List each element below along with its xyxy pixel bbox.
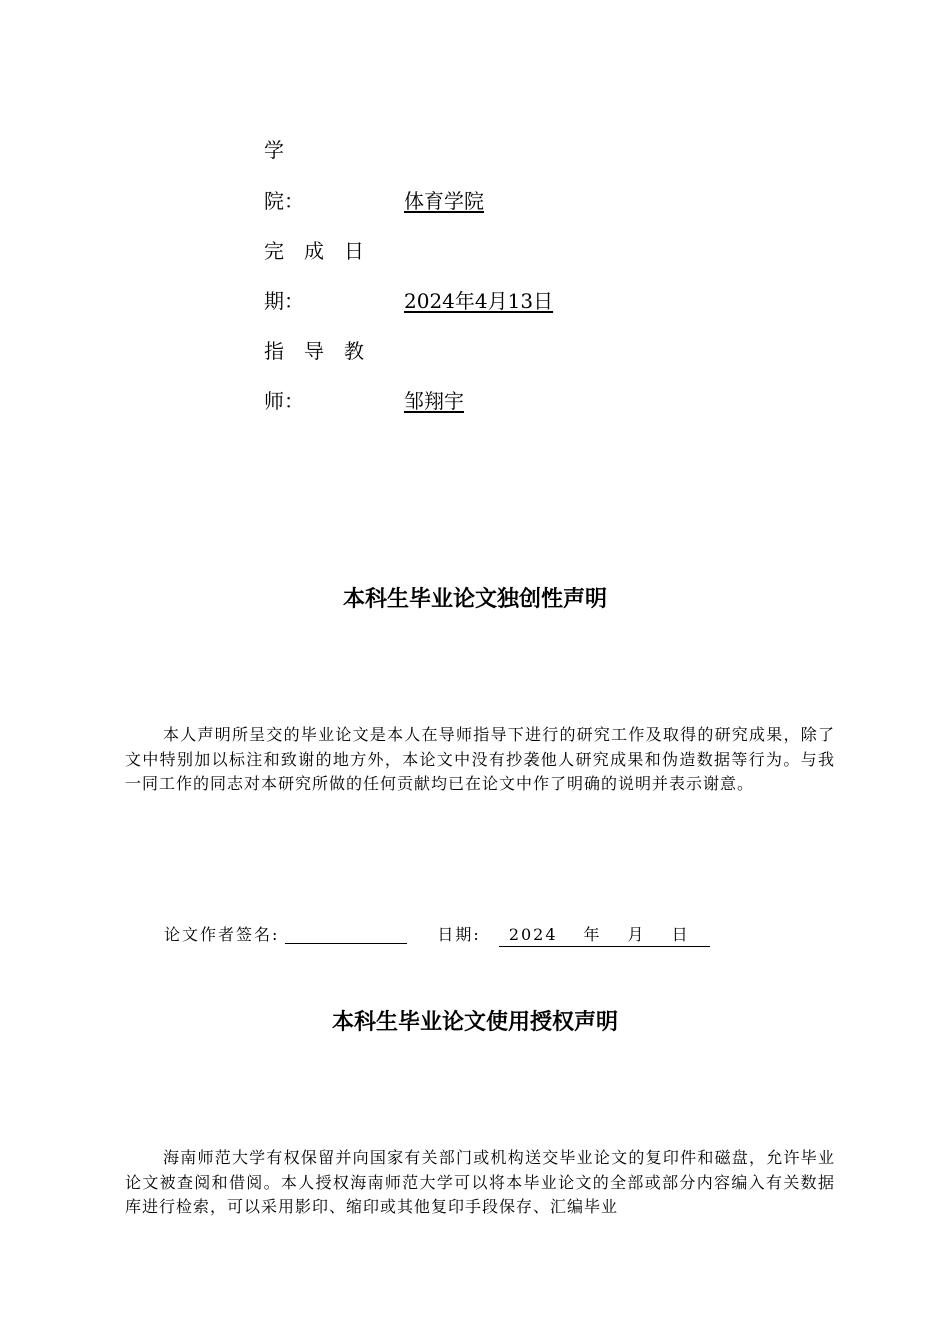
signature-date-field [499,924,710,947]
signature-year: 2024 [508,925,558,944]
signature-row [164,924,710,947]
advisor-value: 邹翔宇 [404,389,464,413]
advisor-label-line2: 师： [264,389,304,413]
college-label-line1: 学 [264,138,284,162]
year-unit: 年 [583,925,602,944]
signature-date-label: 日期: [437,925,481,944]
authorization-body: 海南师范大学有权保留并向国家有关部门或机构送交毕业论文的复印件和磁盘，允许毕业论文被查阅和借阅。本人授权海南师范大学可以将本毕业论文的全部或部分内容编入有关数据库进行检索，可以采用影印、缩印或其他复印手段保存、汇编毕业 [125,1148,835,1216]
signature-blank [285,927,407,944]
signature-label: 论文作者签名: [164,925,280,944]
originality-body: 本人声明所呈交的毕业论文是本人在导师指导下进行的研究工作及取得的研究成果，除了文中特别加以标注和致谢的地方外，本论文中没有抄袭他人研究成果和伪造数据等行为。与我一同工作的同志对本研究所做的任何贡献均已在论文中作了明确的说明并表示谢意。 [125,725,835,793]
college-label-line2: 院： [264,189,304,213]
completion-date-value: 2024年4月13日 [404,289,554,313]
date-label-line1: 完成日 [264,239,384,263]
originality-heading: 本科生毕业论文独创性声明 [342,587,607,612]
date-label-line2: 期： [264,289,304,313]
advisor-label-line1: 指导教 [264,339,384,363]
college-value: 体育学院 [404,189,484,213]
day-unit: 日 [671,925,690,944]
month-unit: 月 [627,925,646,944]
authorization-heading: 本科生毕业论文使用授权声明 [331,1010,618,1035]
